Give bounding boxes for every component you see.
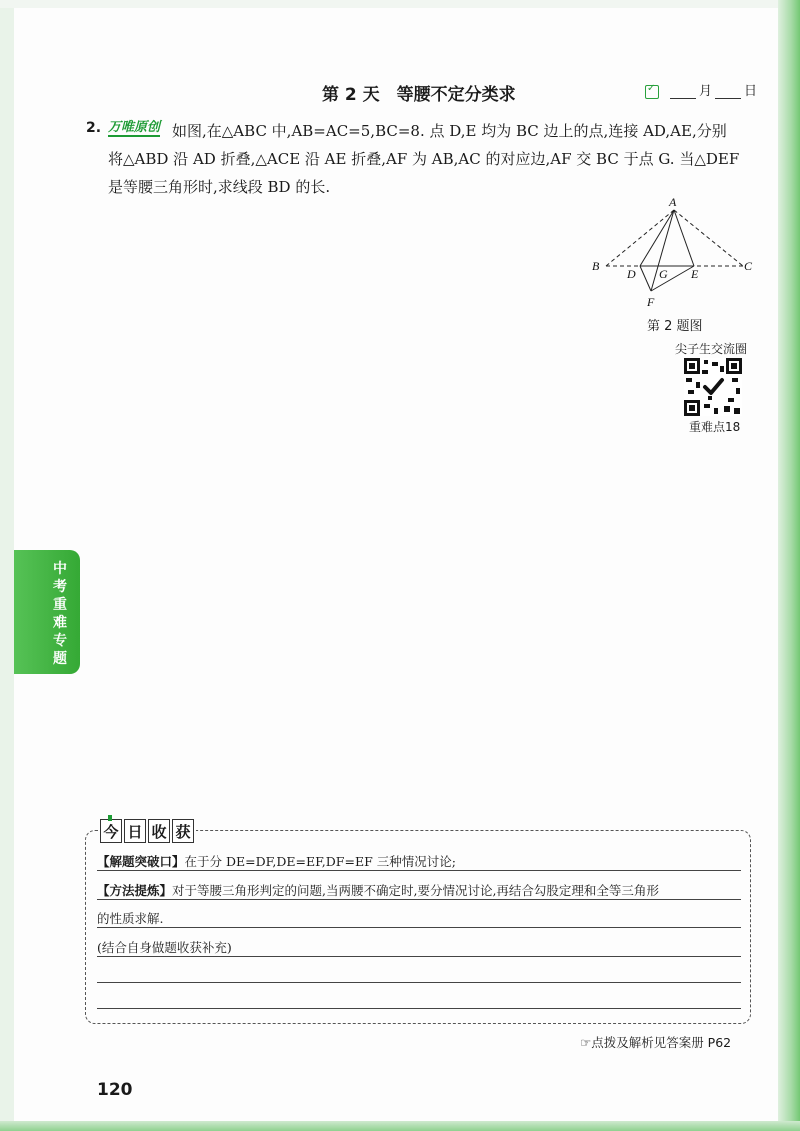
question-line-1: 如图,在△ABC 中,AB=AC=5,BC=8. 点 D,E 均为 BC 边上的点,连接 AD,AE,分别 [172,122,727,140]
segment-df [640,266,651,291]
label-a: A [669,196,677,209]
answer-rule[interactable] [97,1008,741,1009]
label-c: C [744,259,753,273]
triangle-figure [588,196,758,316]
gain-line-4: (结合自身做题收获补充) [97,940,232,955]
gain-line-1-head: 【解题突破口】 [97,854,185,869]
calendar-check-icon [645,85,659,99]
qr-sub-label: 重难点18 [689,420,741,434]
day-blank [715,84,741,99]
gain-title-char: 收 [148,819,170,843]
answer-rule [97,899,741,900]
answer-rule[interactable] [97,956,741,957]
gain-title-char: 获 [172,819,194,843]
brand-badge: 万唯原创 [108,120,161,135]
gain-line-2 [97,881,659,899]
segment-ae [674,210,694,266]
answer-reference-note: ☞点拨及解析见答案册 P62 [580,1035,732,1050]
qr-code-icon[interactable] [684,358,742,416]
page-title: 第 2 天 等腰不定分类求 [322,85,516,105]
page-top-shadow [0,0,800,8]
gain-line-2-body: 对于等腰三角形判定的问题,当两腰不确定时,要分情况讨论,再结合勾股定理和全等三角形 [172,883,659,898]
gain-title-char: 日 [124,819,146,843]
date-field [645,80,757,99]
bottom-green-edge [0,1121,800,1131]
month-blank [670,84,696,99]
segment-ad [640,210,674,266]
label-g: G [659,267,668,281]
gain-line-2-head: 【方法提炼】 [97,883,173,898]
qr-label: 尖子生交流圈 [675,342,748,356]
segment-ab [606,210,674,266]
figure-caption: 第 2 题图 [647,319,703,334]
today-gain-title [98,819,196,843]
label-e: E [691,267,699,281]
side-tab-label: 中考重难专题 [53,561,67,667]
gain-line-1-body: 在于分 DE=DF,DE=EF,DF=EF 三种情况讨论; [184,854,456,869]
gain-line-3: 的性质求解. [97,911,164,926]
answer-rule [97,870,741,871]
label-d: D [627,267,636,281]
label-b: B [592,259,600,273]
answer-rule [97,927,741,928]
month-label: 月 [699,84,713,99]
gain-title-char: 今 [100,819,122,843]
day-label: 日 [744,84,758,99]
question-line-3: 是等腰三角形时,求线段 BD 的长. [108,178,331,196]
label-f: F [647,295,655,309]
gain-line-1 [97,852,456,870]
side-tab[interactable] [14,550,80,674]
question-line-2: 将△ABD 沿 AD 折叠,△ACE 沿 AE 折叠,AF 为 AB,AC 的对应边,AF 交 BC 于点 G. 当△DEF [108,150,740,168]
question-number: 2. [86,120,102,136]
right-green-edge [778,0,800,1131]
answer-rule[interactable] [97,982,741,983]
page-number: 120 [97,1080,133,1100]
